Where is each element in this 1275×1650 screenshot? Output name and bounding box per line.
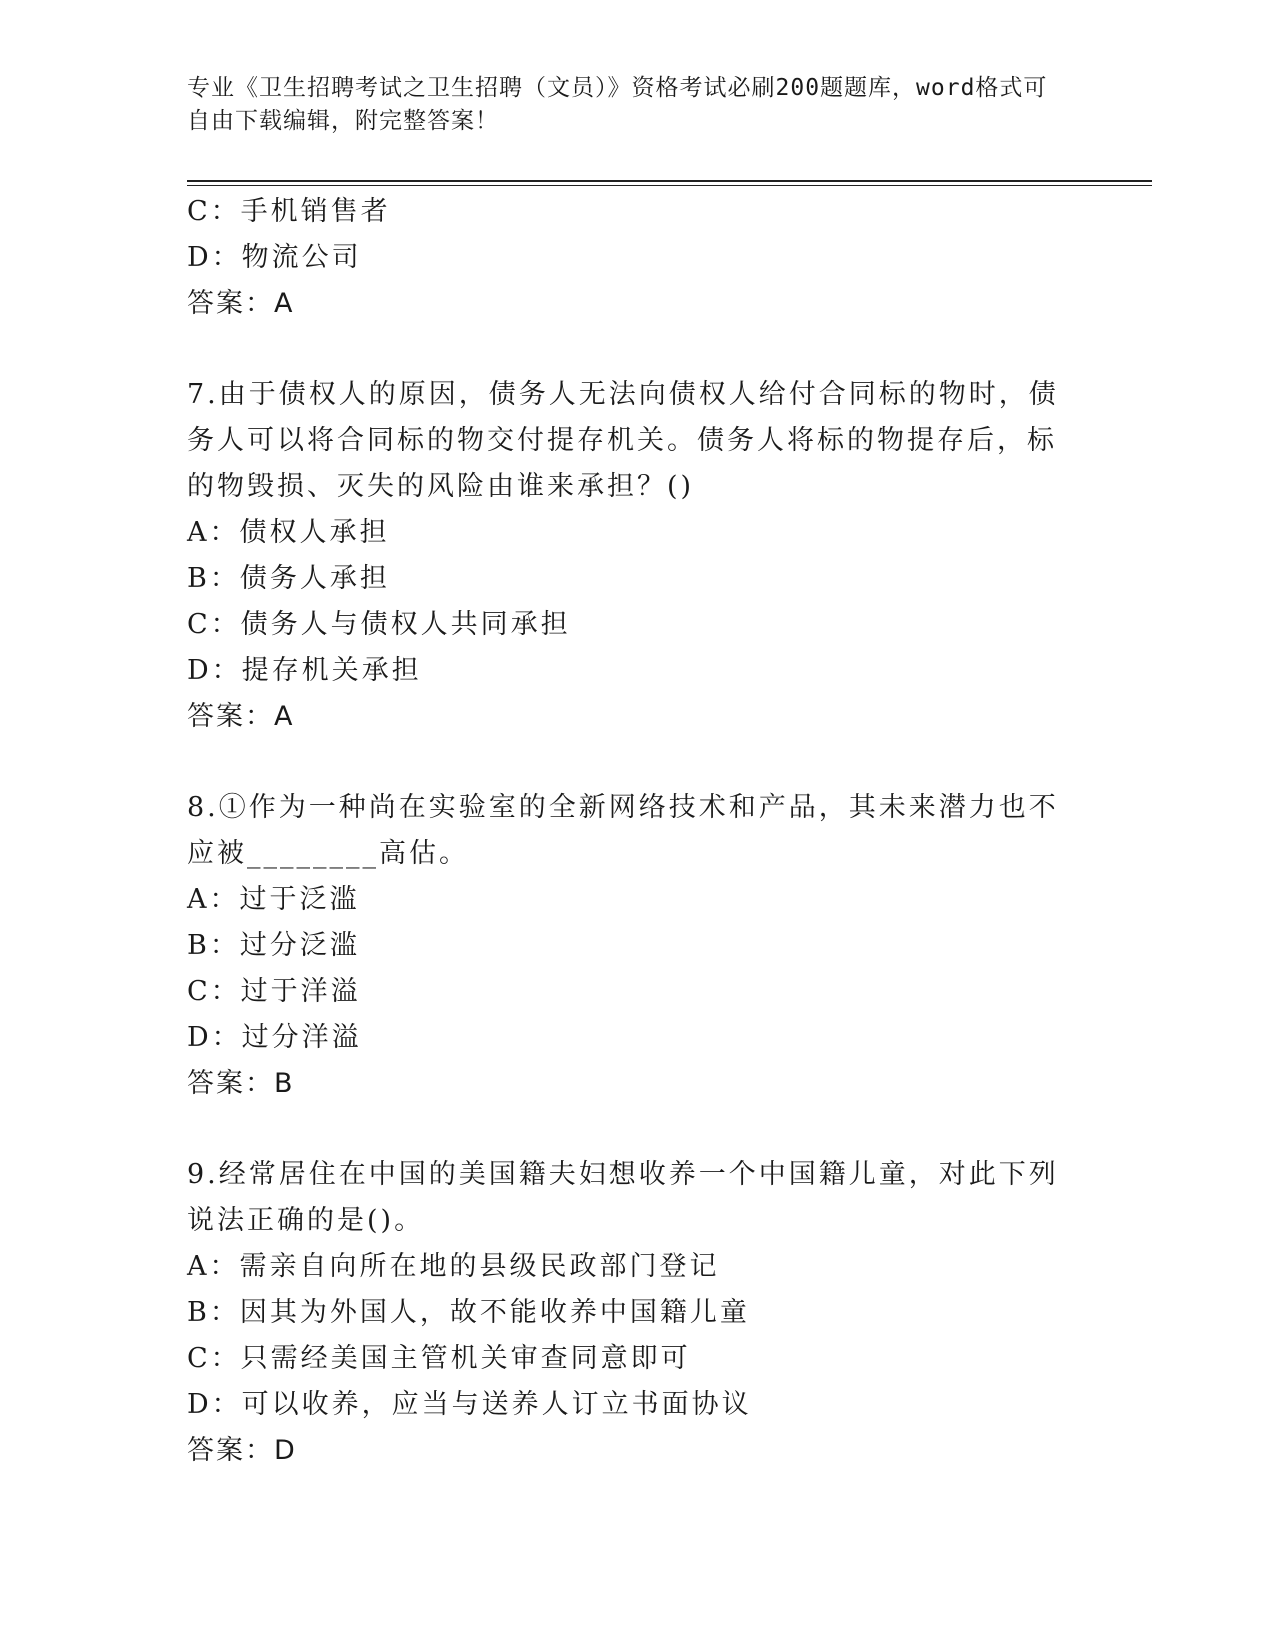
option-line: A：需亲自向所在地的县级民政部门登记: [187, 1251, 720, 1282]
question-stem: 8.①作为一种尚在实验室的全新网络技术和产品，其未来潜力也不应被________高估。: [187, 792, 1059, 869]
question-9: [187, 1152, 1067, 1474]
option-line: D：物流公司: [187, 242, 362, 273]
option-line: A：过于泛滥: [187, 884, 360, 915]
question-content: [187, 189, 1067, 1474]
option-line: C：过于洋溢: [187, 976, 361, 1007]
option-line: A：债权人承担: [187, 517, 390, 548]
option-line: B：过分泛滥: [187, 930, 360, 961]
header-divider-thin: [187, 185, 1152, 186]
option-line: C：债务人与债权人共同承担: [187, 609, 571, 640]
option-line: D：提存机关承担: [187, 655, 422, 686]
option-line: D：过分洋溢: [187, 1022, 362, 1053]
header-divider-thick: [187, 180, 1152, 182]
option-line: B：债务人承担: [187, 563, 390, 594]
option-line: C：只需经美国主管机关审查同意即可: [187, 1343, 691, 1374]
answer-line: 答案：A: [187, 288, 295, 319]
question-stem: 9.经常居住在中国的美国籍夫妇想收养一个中国籍儿童，对此下列说法正确的是()。: [187, 1159, 1059, 1236]
section-gap: [187, 327, 1067, 372]
section-gap: [187, 1107, 1067, 1152]
answer-line: 答案：D: [187, 1435, 297, 1466]
question-stem: 7.由于债权人的原因，债务人无法向债权人给付合同标的物时，债务人可以将合同标的物交付提存机关。债务人将标的物提存后，标的物毁损、灭失的风险由谁来承担？(): [187, 379, 1059, 502]
option-line: B：因其为外国人，故不能收养中国籍儿童: [187, 1297, 750, 1328]
question-7: [187, 372, 1067, 740]
answer-line: 答案：A: [187, 701, 295, 732]
section-gap: [187, 740, 1067, 785]
option-line: D：可以收养，应当与送养人订立书面协议: [187, 1389, 752, 1420]
document-header: 专业《卫生招聘考试之卫生招聘（文员）》资格考试必刷200题题库，word格式可自由下载编辑，附完整答案！: [187, 75, 1048, 134]
answer-line: 答案：B: [187, 1068, 295, 1099]
option-line: C：手机销售者: [187, 196, 391, 227]
question-8: [187, 785, 1067, 1107]
